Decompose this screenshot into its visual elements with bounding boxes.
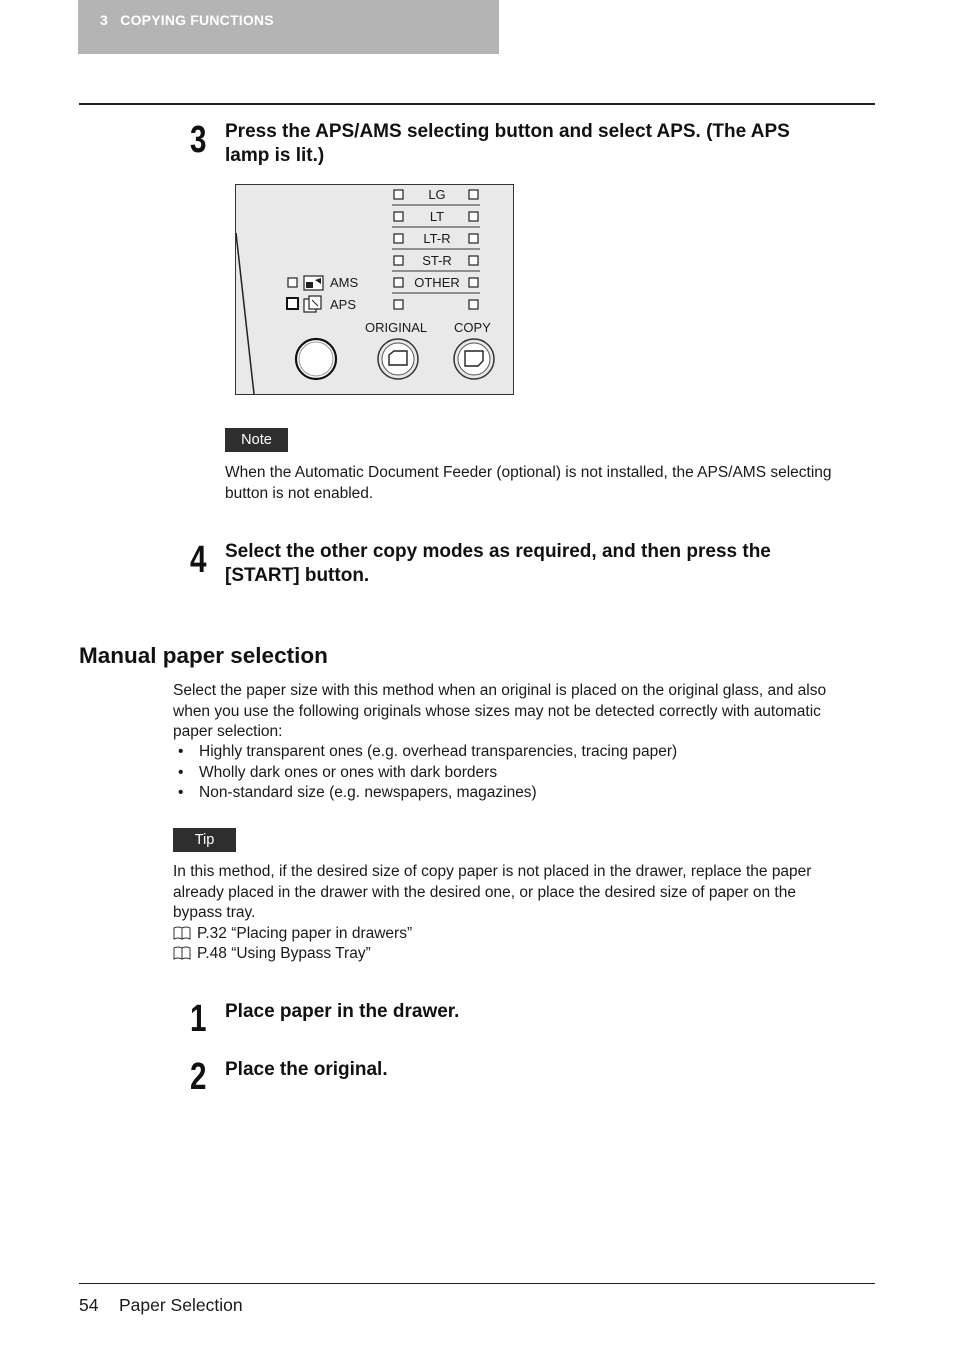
step-1-text: Place paper in the drawer. [225, 1001, 460, 1022]
step-3-text-line1: Press the APS/AMS selecting button and select APS. (The APS [225, 121, 790, 142]
note-line1: When the Automatic Document Feeder (optional) is not installed, the APS/AMS selecting [225, 464, 832, 481]
original-label: ORIGINAL [365, 320, 428, 335]
bullet-marker: • [178, 784, 184, 801]
note-text [225, 463, 885, 504]
note-line2: button is not enabled. [225, 484, 374, 502]
control-panel-illustration [235, 184, 514, 395]
tip-ref-2-text: P.48 “Using Bypass Tray” [197, 945, 371, 962]
size-label-lg: LG [428, 187, 446, 202]
tip-ref-1[interactable] [173, 924, 883, 945]
book-icon [173, 926, 191, 940]
tip-ref-2[interactable] [173, 944, 883, 965]
size-label-lt: LT [429, 209, 445, 224]
top-rule [79, 103, 875, 105]
tip-ref-1-text: P.32 “Placing paper in drawers” [197, 924, 413, 942]
bullet-item: Wholly dark ones or ones with dark borders [199, 764, 498, 781]
aps-icon [304, 296, 321, 312]
step-3-text-line2: lamp is lit.) [225, 145, 325, 166]
manual-para-line1: Select the paper size with this method when an original is placed on the original glass, and also [173, 682, 827, 699]
tip-line3: bypass tray. [173, 904, 256, 921]
ams-icon [304, 276, 323, 290]
bullet-marker: • [178, 743, 184, 760]
ams-lamp [288, 278, 297, 287]
aps-ams-button [296, 339, 336, 379]
book-icon [173, 946, 191, 960]
tip-line2: already placed in the drawer with the desired one, or place the desired size of paper on the [173, 883, 796, 901]
step-4-text [225, 540, 875, 588]
size-label-other: OTHER [414, 275, 460, 290]
step-1-number: 1 [190, 998, 207, 1040]
panel-drawing [236, 185, 513, 394]
tip-line1: In this method, if the desired size of copy paper is not placed in the drawer, replace the paper [173, 863, 812, 880]
step-2-number: 2 [190, 1056, 207, 1098]
note-label: Note [225, 428, 288, 452]
step-4-text-line2: [START] button. [225, 565, 370, 586]
aps-lamp [287, 298, 298, 309]
manual-para-line2: when you use the following originals whose sizes may not be detected correctly with automatic [173, 702, 821, 720]
section-title: Manual paper selection [79, 643, 328, 668]
ams-label: AMS [330, 275, 359, 290]
copy-label: COPY [454, 320, 491, 335]
step-4-text-line1: Select the other copy modes as required, and then press the [225, 541, 771, 562]
bullet-marker: • [178, 764, 184, 781]
aps-label: APS [330, 297, 357, 312]
step-2-text: Place the original. [225, 1059, 388, 1080]
step-3-text [225, 120, 875, 168]
footer-title: Paper Selection [119, 1295, 243, 1315]
size-label-st-r: ST-R [422, 253, 452, 268]
page-number: 54 [79, 1295, 99, 1315]
tip-text [173, 862, 883, 965]
bottom-rule [79, 1283, 875, 1284]
tip-label: Tip [173, 828, 236, 852]
chapter-header-text: 3 COPYING FUNCTIONS [100, 12, 274, 28]
size-label-lt-r: LT-R [423, 231, 451, 246]
manual-paragraph [173, 681, 883, 743]
manual-para-line3: paper selection: [173, 723, 283, 740]
bullet-item: Highly transparent ones (e.g. overhead transparencies, tracing paper) [199, 743, 678, 760]
bullet-item: Non-standard size (e.g. newspapers, magazines) [199, 784, 537, 801]
step-4-number: 4 [190, 539, 207, 581]
step-3-number: 3 [190, 119, 207, 161]
